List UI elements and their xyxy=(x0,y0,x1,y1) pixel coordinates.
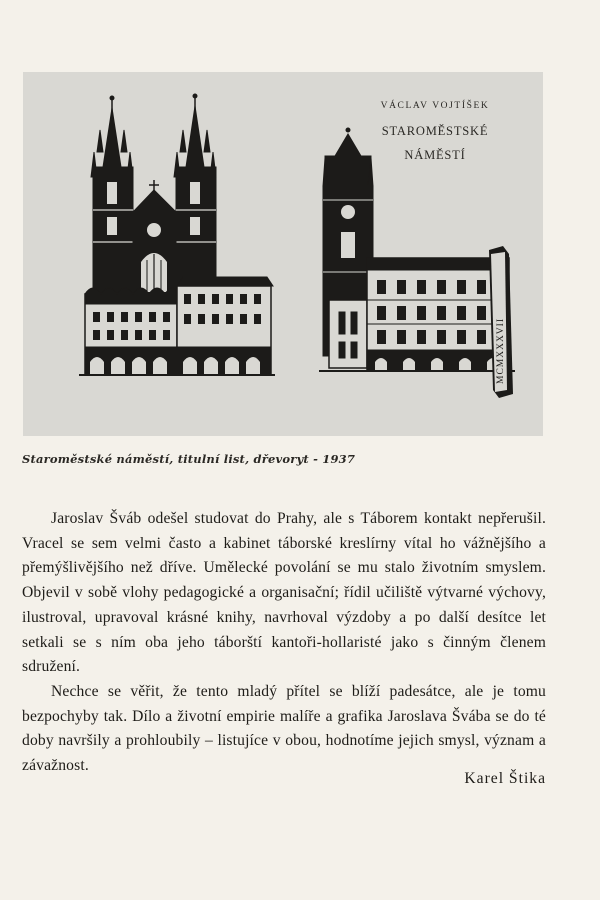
author-signature: Karel Štika xyxy=(464,770,546,787)
town-hall-drawing xyxy=(319,128,515,371)
tyn-church-drawing xyxy=(79,94,275,375)
illustration-title-line1: STAROMĚSTSKÉ xyxy=(381,124,489,138)
illustration-title-line2: NÁMĚSTÍ xyxy=(404,148,466,162)
ribbon-year-text: MCMXXXVII xyxy=(496,318,506,384)
body-text xyxy=(22,507,546,779)
figure-caption: Staroměstské náměstí, titulní list, dřevoryt - 1937 xyxy=(22,452,356,466)
paragraph-1: Jaroslav Šváb odešel studovat do Prahy, ale s Táborem kontakt nepřerušil. Vracel se sem velmi často a kabinet táborské kreslírny vítal ho vážnějšího a přemýšlivějšího než dříve. Umělecké povolání se mu stalo životním smyslem. Objevil v sobě vlohy pedagogické a organisační; řídil učiliště výtvarné výchovy, ilustroval, upravoval krásné knihy, navrhoval výzdoby a po další desítce let setkali se s ním oba jeho táborští kantoři-hollaristé jako s činným členem sdružení. xyxy=(22,510,546,676)
paragraph-2: Nechce se věřit, že tento mladý přítel se blíží padesátce, ale je tomu bezpochyby tak. Dílo a životní empirie malíře a grafika Jaroslava Švába se do té doby navršily a prohloubily – listujíce v obou, hodnotíme jejich smysl, význam a závažnost. xyxy=(22,682,546,775)
year-ribbon xyxy=(489,246,513,398)
illustration-artist: VÁCLAV VOJTÍŠEK xyxy=(380,101,490,111)
woodcut-illustration xyxy=(23,72,543,436)
